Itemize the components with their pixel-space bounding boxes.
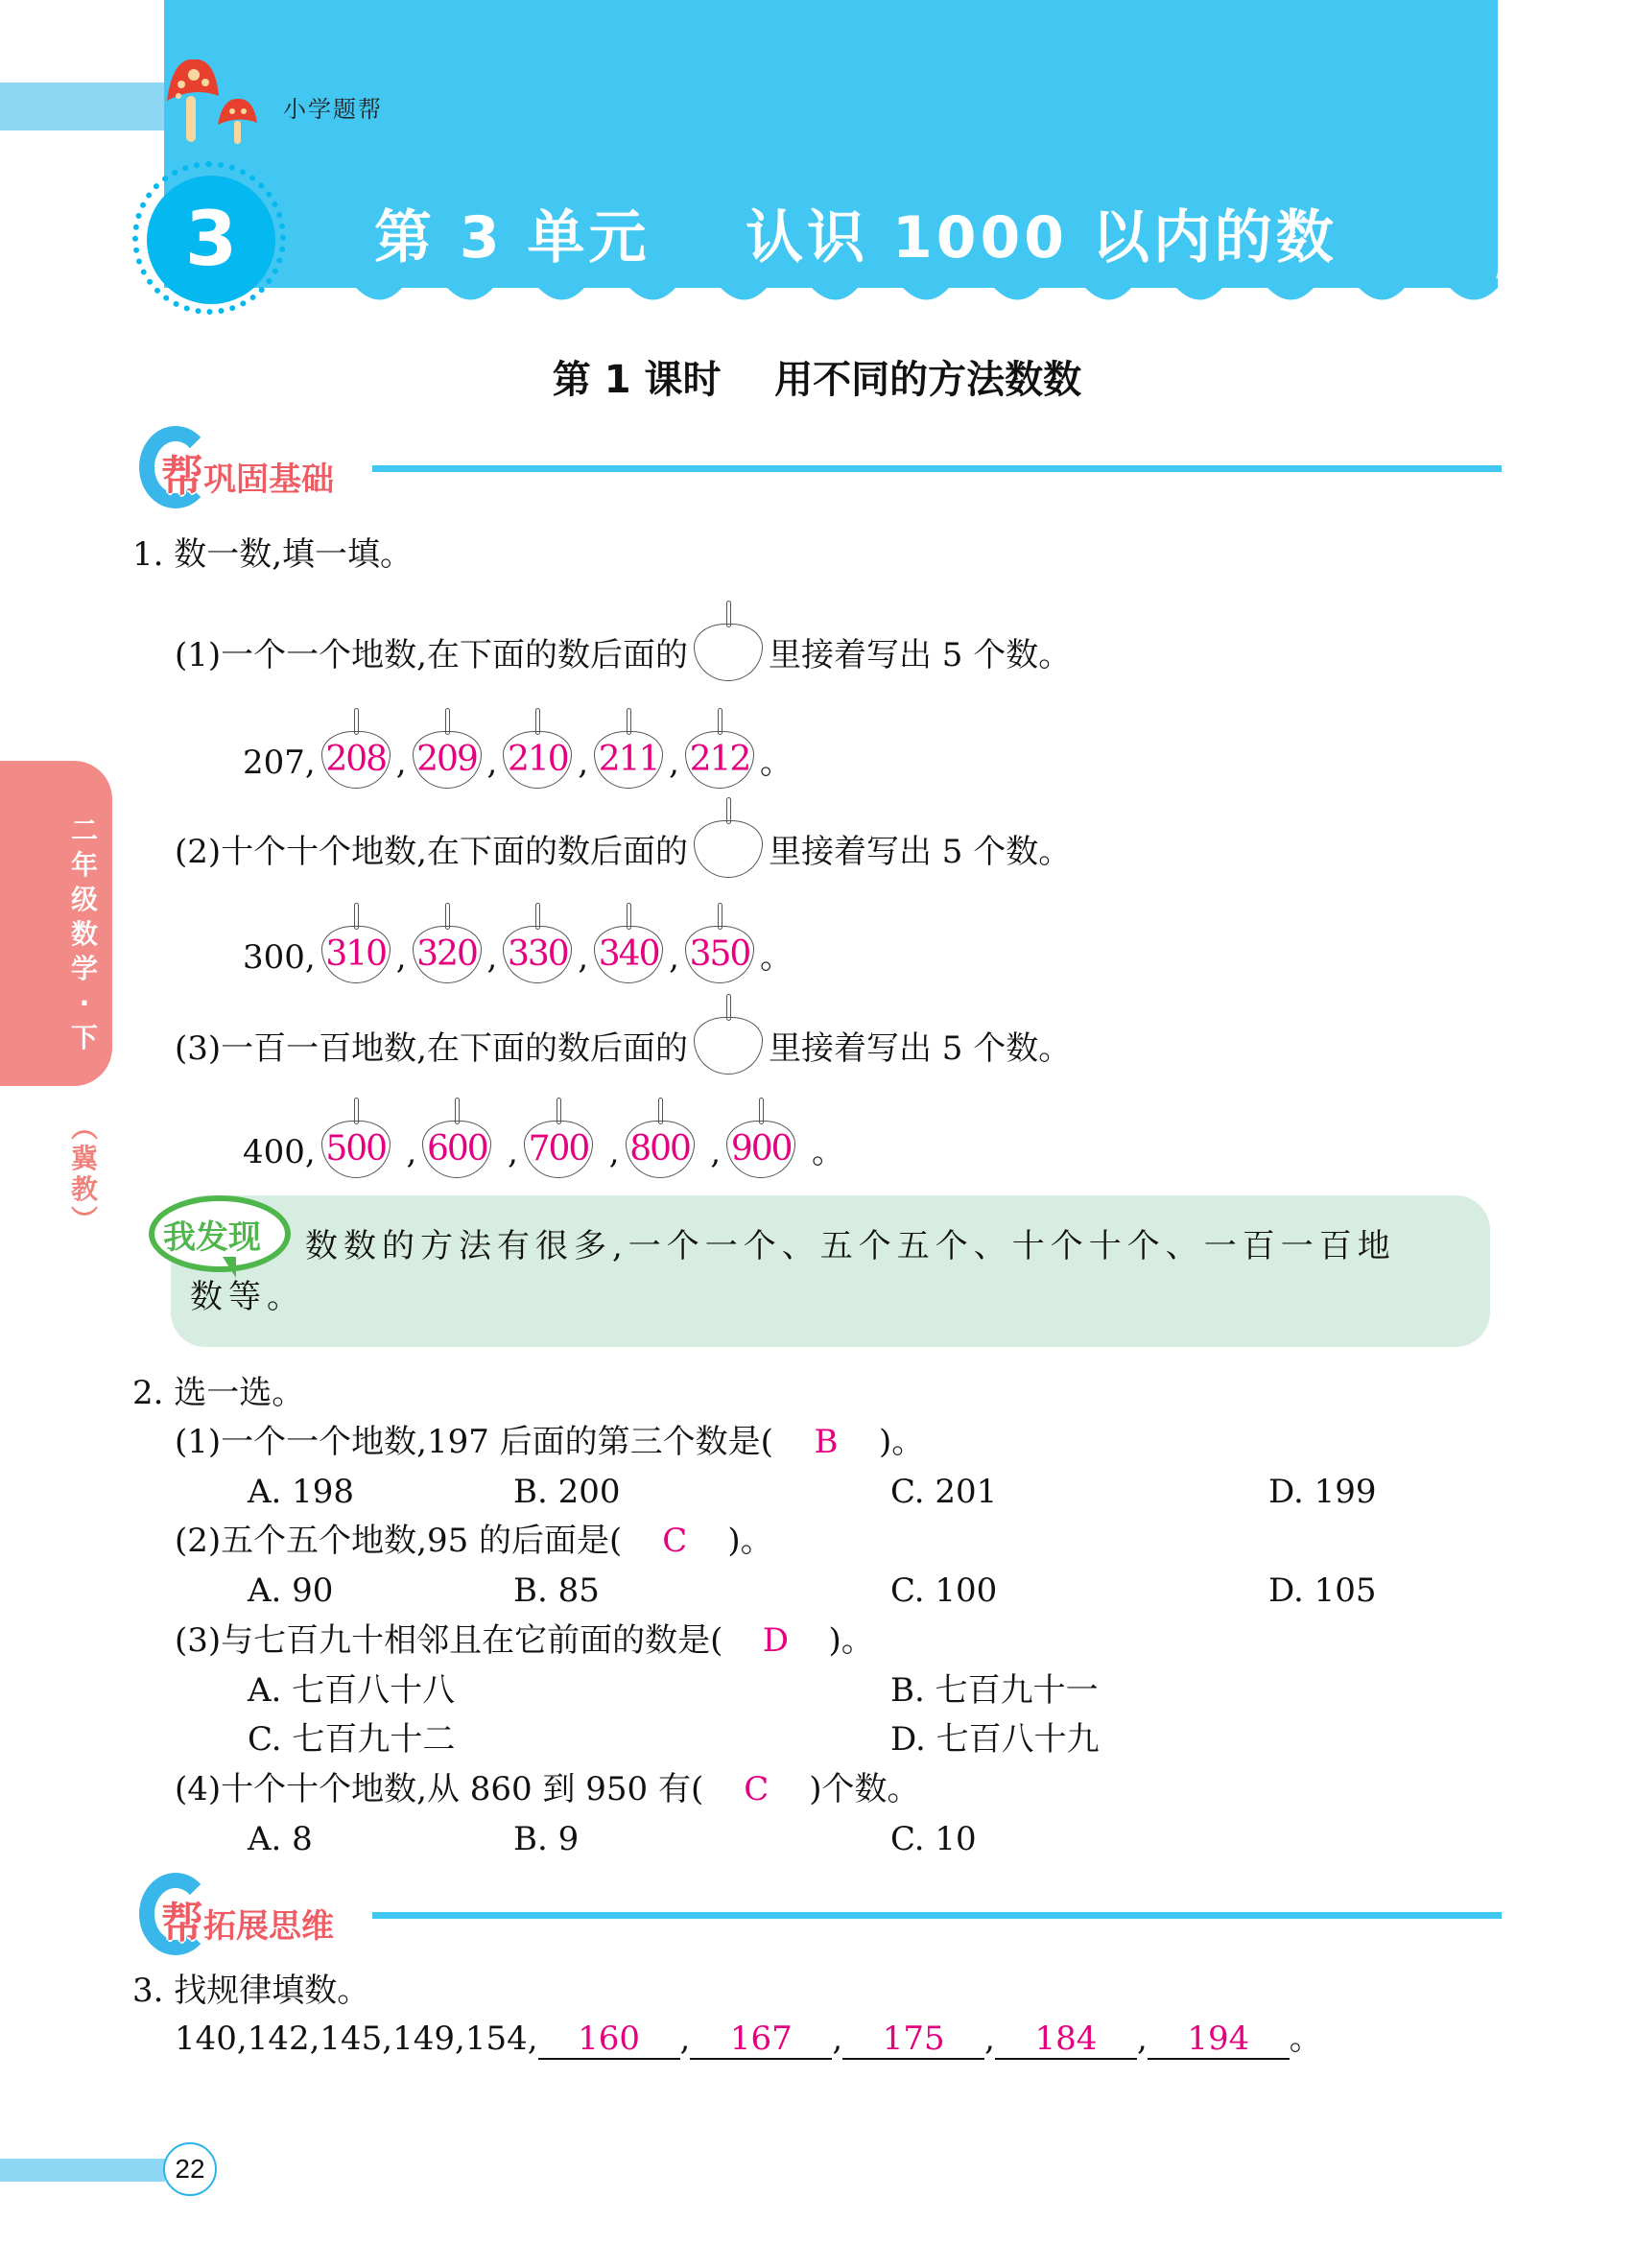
q1-part3-answers: 400, 500 , 600 , 700 , 800 , 900 。 (243, 1111, 844, 1176)
q1-part2-answers: 300, 310 , 320 , 330 , 340 , 350 。 (243, 916, 793, 981)
q3-title: 3. 找规律填数。 (132, 1972, 370, 2010)
section-header-basic (134, 424, 1502, 510)
section-header-extend (134, 1871, 1502, 1957)
section-label: 拓展思维 (203, 1907, 334, 1946)
option: D. 105 (1268, 1571, 1377, 1610)
option: D. 七百八十九 (890, 1720, 1100, 1759)
lesson-title: 第 1 课时 用不同的方法数数 (552, 358, 1082, 402)
apple-answer-box[interactable]: 211 (590, 721, 667, 787)
page-footer-bar (0, 2159, 165, 2182)
q2-item3: (3)与七百九十相邻且在它前面的数是( D )。 (175, 1621, 874, 1660)
grade-label: 二 年 级 数 学 · 下 (70, 815, 98, 1053)
option: B. 9 (513, 1820, 580, 1858)
discovery-text-line1: 数数的方法有很多,一个一个、五个五个、十个十个、一百一百地 (305, 1227, 1396, 1265)
unit-number-badge: 3 (147, 176, 275, 304)
section-bang-glyph: 帮 (161, 1899, 203, 1948)
option: D. 199 (1268, 1473, 1377, 1511)
q1-part1-answers: 207, 208 , 209 , 210 , 211 , 212 。 (243, 721, 793, 787)
section-divider (372, 465, 1502, 472)
fill-blank[interactable]: 160 (538, 2020, 680, 2060)
answer-choice[interactable]: C (744, 1770, 770, 1808)
option: B. 85 (513, 1571, 600, 1610)
option: A. 七百八十八 (248, 1671, 456, 1710)
section-bang-glyph: 帮 (161, 452, 203, 501)
section-label: 巩固基础 (203, 461, 334, 499)
q2-title: 2. 选一选。 (132, 1374, 305, 1412)
apple-icon (690, 811, 767, 876)
fill-blank[interactable]: 184 (995, 2020, 1137, 2060)
option: B. 七百九十一 (890, 1671, 1099, 1710)
option: A. 90 (248, 1571, 334, 1610)
fill-blank[interactable]: 167 (690, 2020, 832, 2060)
apple-answer-box[interactable]: 500 (318, 1111, 394, 1176)
option: C. 10 (890, 1820, 977, 1858)
banner-wave (164, 278, 1498, 317)
discovery-text-line2: 数等。 (190, 1278, 305, 1316)
fill-blank[interactable]: 175 (842, 2020, 984, 2060)
speech-bubble-tail (223, 1257, 236, 1278)
apple-answer-box[interactable]: 350 (681, 916, 758, 981)
q2-item2: (2)五个五个地数,95 的后面是( C )。 (175, 1522, 773, 1560)
apple-answer-box[interactable]: 320 (409, 916, 485, 981)
unit-title: 第 3 单元 认识 1000 以内的数 (374, 204, 1338, 272)
apple-answer-box[interactable]: 209 (409, 721, 485, 787)
answer-choice[interactable]: D (762, 1621, 790, 1660)
q1-part1-prompt: (1)一个一个地数,在下面的数后面的 里接着写出 5 个数。 (175, 614, 1071, 679)
section-divider (372, 1912, 1502, 1919)
q3-sequence: 140,142,145,149,154, 160 , 167 , 175 , 184 , 194 。 (175, 2020, 1322, 2058)
q2-item4: (4)十个十个地数,从 860 到 950 有( C )个数。 (175, 1770, 920, 1808)
answer-choice[interactable]: C (662, 1522, 688, 1560)
apple-answer-box[interactable]: 700 (520, 1111, 597, 1176)
brand-name: 小学题帮 (283, 96, 383, 123)
apple-answer-box[interactable]: 600 (418, 1111, 495, 1176)
apple-answer-box[interactable]: 212 (681, 721, 758, 787)
q2-item1: (1)一个一个地数,197 后面的第三个数是( B )。 (175, 1423, 925, 1461)
edition-label: ︵ 冀 教 ︶ (70, 1112, 98, 1236)
page-number: 22 (163, 2142, 217, 2196)
q1-part2-prompt: (2)十个十个地数,在下面的数后面的 里接着写出 5 个数。 (175, 811, 1071, 876)
apple-answer-box[interactable]: 210 (499, 721, 576, 787)
apple-answer-box[interactable]: 330 (499, 916, 576, 981)
apple-icon (690, 614, 767, 679)
apple-answer-box[interactable]: 310 (318, 916, 394, 981)
option: A. 8 (248, 1820, 313, 1858)
discovery-badge: 我发现 (163, 1218, 261, 1257)
option: C. 100 (890, 1571, 998, 1610)
q1-part3-prompt: (3)一百一百地数,在下面的数后面的 里接着写出 5 个数。 (175, 1007, 1071, 1073)
option: A. 198 (248, 1473, 355, 1511)
option: C. 七百九十二 (248, 1720, 456, 1759)
answer-choice[interactable]: B (814, 1423, 839, 1461)
apple-answer-box[interactable]: 340 (590, 916, 667, 981)
option: C. 201 (890, 1473, 998, 1511)
mushroom-icon (165, 58, 271, 144)
apple-answer-box[interactable]: 208 (318, 721, 394, 787)
q1-title: 1. 数一数,填一填。 (132, 535, 414, 574)
apple-answer-box[interactable]: 800 (622, 1111, 699, 1176)
option: B. 200 (513, 1473, 621, 1511)
apple-icon (690, 1007, 767, 1073)
apple-answer-box[interactable]: 900 (722, 1111, 799, 1176)
fill-blank[interactable]: 194 (1148, 2020, 1290, 2060)
